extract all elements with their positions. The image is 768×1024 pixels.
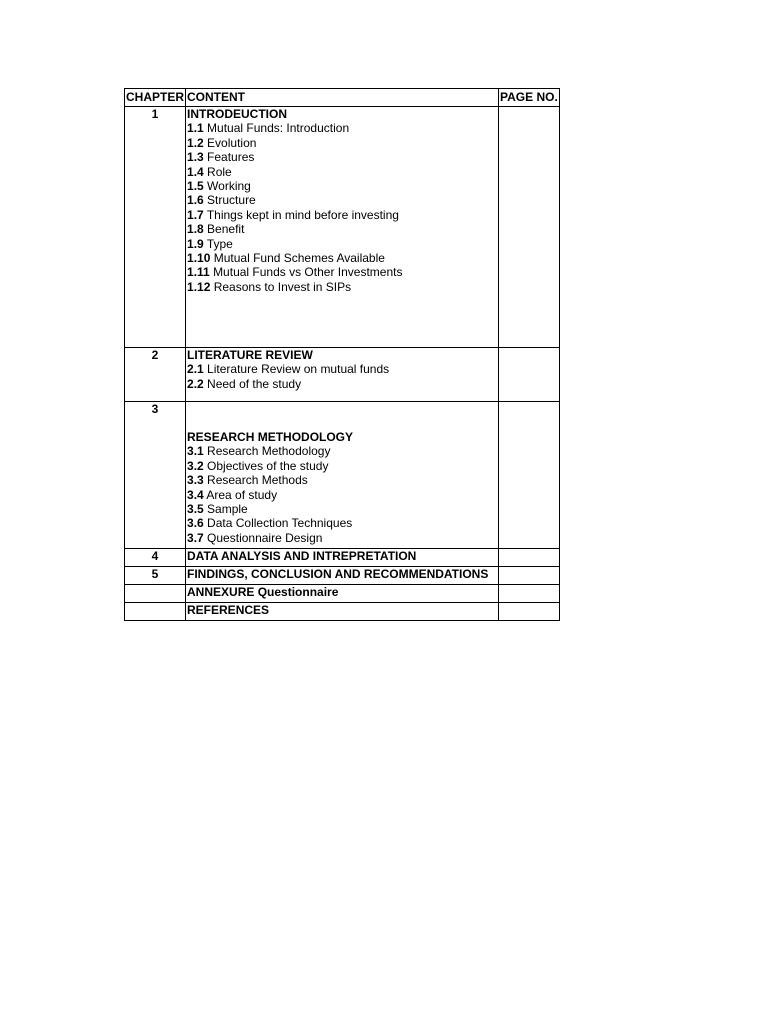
section-item <box>187 516 497 530</box>
chapter-number: 4 <box>125 549 186 567</box>
section-text: Working <box>207 179 251 194</box>
section-number: 2.2 <box>187 376 204 391</box>
section-item <box>187 165 497 179</box>
section-number: 3.6 <box>187 516 204 531</box>
chapter-title: LITERATURE REVIEW <box>187 348 313 362</box>
table-row-chapter-4 <box>125 549 560 567</box>
section-text: Reasons to Invest in SIPs <box>213 279 352 294</box>
section-number: 1.8 <box>187 222 204 237</box>
chapter-title: INTRODEUCTION <box>187 107 288 121</box>
section-number: 1.9 <box>187 236 204 251</box>
section-number: 3.2 <box>187 458 204 473</box>
section-item <box>187 193 497 207</box>
section-item <box>187 280 497 294</box>
chapter-content <box>186 585 499 603</box>
section-number: 2.1 <box>187 362 204 377</box>
section-text: Data Collection Techniques <box>207 516 353 531</box>
chapter-content <box>186 549 499 567</box>
page-number-cell <box>499 402 560 549</box>
page-number-cell <box>499 549 560 567</box>
chapter-title: ANNEXURE Questionnaire <box>187 585 339 599</box>
chapter-number <box>125 603 186 621</box>
chapter-content <box>186 567 499 585</box>
section-number: 1.7 <box>187 207 204 222</box>
section-number: 1.6 <box>187 193 204 208</box>
section-text: Type <box>206 236 233 251</box>
section-number: 3.5 <box>187 502 204 517</box>
chapter-number: 5 <box>125 567 186 585</box>
chapter-content <box>186 348 499 402</box>
section-item <box>187 251 497 265</box>
section-number: 1.3 <box>187 150 204 165</box>
section-text: Mutual Fund Schemes Available <box>213 251 385 266</box>
table-of-contents <box>124 88 560 621</box>
blank-space <box>187 402 497 430</box>
section-text: Area of study <box>206 487 278 502</box>
section-number: 3.7 <box>187 530 204 545</box>
chapter-title: FINDINGS, CONCLUSION AND RECOMMENDATIONS <box>187 567 489 581</box>
section-text: Research Methodology <box>207 444 331 459</box>
section-number: 3.3 <box>187 473 204 488</box>
section-number: 1.4 <box>187 164 204 179</box>
section-number: 1.2 <box>187 135 204 150</box>
chapter-content <box>186 107 499 348</box>
page-number-cell <box>499 585 560 603</box>
section-number: 1.1 <box>187 121 204 136</box>
chapter-number: 1 <box>125 107 186 348</box>
chapter-title: RESEARCH METHODOLOGY <box>187 430 354 444</box>
table-row-chapter-5 <box>125 567 560 585</box>
section-item <box>187 237 497 251</box>
chapter-number <box>125 585 186 603</box>
page-number-cell <box>499 567 560 585</box>
section-text: Questionnaire Design <box>207 530 323 545</box>
section-text: Need of the study <box>207 376 302 391</box>
header-content: CONTENT <box>186 89 499 107</box>
chapter-number: 3 <box>125 402 186 549</box>
header-row <box>125 89 560 107</box>
section-item <box>187 121 497 135</box>
section-text: Research Methods <box>207 473 308 488</box>
section-number: 3.4 <box>187 487 204 502</box>
section-text: Benefit <box>207 222 245 237</box>
section-item <box>187 222 497 236</box>
section-item <box>187 459 497 473</box>
section-item <box>187 265 497 279</box>
table-row-chapter-3 <box>125 402 560 549</box>
section-text: Features <box>207 150 255 165</box>
section-text: Mutual Funds vs Other Investments <box>213 265 403 280</box>
section-text: Role <box>207 164 232 179</box>
section-item <box>187 473 497 487</box>
chapter-content <box>186 402 499 549</box>
header-page-no: PAGE NO. <box>499 89 560 107</box>
section-number: 1.10 <box>187 251 211 266</box>
section-text: Things kept in mind before investing <box>206 207 399 222</box>
page-number-cell <box>499 107 560 348</box>
section-number: 1.12 <box>187 279 211 294</box>
section-text: Structure <box>207 193 256 208</box>
page-number-cell <box>499 603 560 621</box>
section-number: 1.11 <box>187 265 210 280</box>
chapter-title: DATA ANALYSIS AND INTREPRETATION <box>187 549 417 563</box>
table-row-references <box>125 603 560 621</box>
section-item <box>187 150 497 164</box>
section-number: 3.1 <box>187 444 204 459</box>
table-row-annexure <box>125 585 560 603</box>
section-item <box>187 444 497 458</box>
table-row-chapter-1 <box>125 107 560 348</box>
section-number: 1.5 <box>187 179 204 194</box>
section-item <box>187 531 497 545</box>
table-row-chapter-2 <box>125 348 560 402</box>
section-text: Literature Review on mutual funds <box>207 362 390 377</box>
chapter-title: REFERENCES <box>187 603 270 617</box>
chapter-number: 2 <box>125 348 186 402</box>
section-item <box>187 502 497 516</box>
section-text: Evolution <box>207 135 257 150</box>
page-number-cell <box>499 348 560 402</box>
section-item <box>187 208 497 222</box>
section-item <box>187 179 497 193</box>
section-item <box>187 488 497 502</box>
section-item <box>187 136 497 150</box>
section-item <box>187 377 497 391</box>
section-text: Objectives of the study <box>207 458 329 473</box>
chapter-content <box>186 603 499 621</box>
section-text: Sample <box>207 502 248 517</box>
header-chapter: CHAPTER <box>125 89 186 107</box>
section-item <box>187 362 497 376</box>
section-text: Mutual Funds: Introduction <box>207 121 350 136</box>
